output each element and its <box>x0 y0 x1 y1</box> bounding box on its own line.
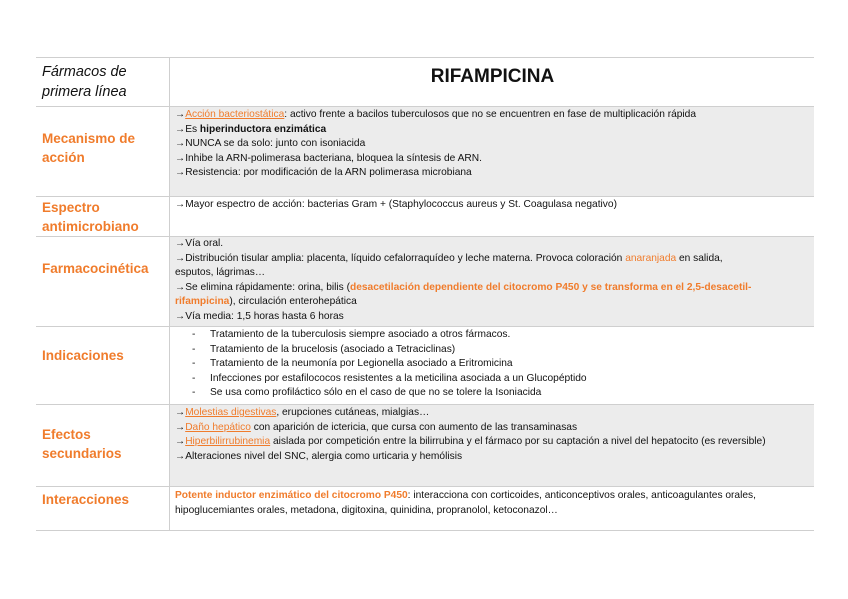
arrow-icon: → <box>175 138 186 150</box>
arrow-icon: → <box>175 238 186 249</box>
hiperbilirrubinemia: Hiperbilirrubinemia <box>185 436 271 448</box>
arrow-icon: → <box>175 152 186 164</box>
farmaco-line6: Vía media: 1,5 horas hasta 6 horas <box>185 310 344 322</box>
rifampicina-text: rifampicina <box>175 296 230 308</box>
mecanismo-line4: Inhibe la ARN-polimerasa bacteriana, bloquea la síntesis de ARN. <box>185 152 482 164</box>
mecanismo-line1-text: : activo frente a bacilos tuberculosos que no se encuentren en fase de multiplicación rápida <box>284 109 697 120</box>
header-label <box>36 58 170 107</box>
row-indicaciones <box>36 327 814 405</box>
farmaco-content <box>170 237 815 327</box>
mecanismo-line5: Resistencia: por modificación de la ARN polimerasa microbiana <box>185 167 472 179</box>
row-mecanismo <box>36 107 814 197</box>
arrow-icon: → <box>175 450 186 462</box>
interacciones-rest: : interacciona con corticoides, anticonceptivos orales, anticoagulantes orales, hipoglucemiantes orales, metadona, digitoxina, quinidina, propranolol, ketoconazol… <box>175 490 756 516</box>
espectro-label-line1: Espectro <box>42 200 100 215</box>
header-label-line2: primera línea <box>42 84 127 100</box>
potente-inductor: Potente inductor enzimático del citocromo P450 <box>175 490 408 501</box>
arrow-icon: → <box>175 421 186 433</box>
indicaciones-label-cell <box>36 327 170 405</box>
mecanismo-label-line2: acción <box>42 150 85 165</box>
mecanismo-label-line1: Mecanismo de <box>42 131 136 146</box>
row-interacciones <box>36 487 814 531</box>
mecanismo-content <box>170 107 815 197</box>
accion-bacteriostatica: Acción bacteriostática <box>185 109 285 120</box>
efectos-label-line1: Efectos <box>42 427 91 442</box>
arrow-icon: → <box>175 281 186 293</box>
row-farmacocinetica <box>36 237 814 327</box>
molestias-digestivas: Molestias digestivas <box>185 407 277 418</box>
efectos-line2-rest: con aparición de ictericia, que cursa con aumento de las transaminasas <box>250 421 578 433</box>
efectos-line3-rest: aislada por competición entre la bilirrubina y el fármaco por su captación a nivel del hepatocito (es reversible) <box>270 436 766 448</box>
farmaco-line3: esputos, lágrimas… <box>175 267 266 279</box>
farmaco-label: Farmacocinética <box>42 261 149 276</box>
efectos-label-line2: secundarios <box>42 446 122 461</box>
list-item: - Tratamiento de la neumonía por Legionella asociado a Eritromicina <box>192 357 810 372</box>
interacciones-label-cell <box>36 487 170 531</box>
efectos-line4: Alteraciones nivel del SNC, alergia como urticaria y hemólisis <box>185 450 463 462</box>
row-efectos <box>36 405 814 487</box>
indicaciones-list <box>175 328 810 401</box>
arrow-icon: → <box>175 407 186 418</box>
farmaco-line4-pre: Se elimina rápidamente: orina, bilis ( <box>185 281 350 293</box>
list-item: - Tratamiento de la tuberculosis siempre asociado a otros fármacos. <box>192 328 810 343</box>
list-item: - Infecciones por estafilococos resistentes a la meticilina asociada a un Glucopéptido <box>192 372 810 387</box>
list-item: - Tratamiento de la brucelosis (asociado a Tetraciclinas) <box>192 343 810 358</box>
farmaco-line2-post: en salida, <box>676 252 723 264</box>
arrow-icon: → <box>175 436 186 448</box>
indicaciones-label: Indicaciones <box>42 348 124 363</box>
list-item: - Se usa como profiláctico sólo en el caso de que no se tolere la Isoniacida <box>192 386 810 401</box>
espectro-label-cell <box>36 197 170 237</box>
arrow-icon: → <box>175 199 186 210</box>
interacciones-content <box>170 487 815 531</box>
desacetilacion-text: desacetilación dependiente del citocromo P450 y se transforma en el 2,5-desacetil- <box>349 281 752 293</box>
espectro-content <box>170 197 815 237</box>
row-espectro <box>36 197 814 237</box>
drug-title: RIFAMPICINA <box>170 58 815 107</box>
arrow-icon: → <box>175 123 186 135</box>
arrow-icon: → <box>175 252 186 264</box>
header-row <box>36 58 814 107</box>
espectro-label-line2: antimicrobiano <box>42 219 139 234</box>
efectos-content <box>170 405 815 487</box>
indicaciones-content <box>170 327 815 405</box>
arrow-icon: → <box>175 310 186 322</box>
hiperinductora-text: hiperinductora enzimática <box>199 123 327 135</box>
efectos-label-cell <box>36 405 170 487</box>
farmaco-label-cell <box>36 237 170 327</box>
dano-hepatico: Daño hepático <box>185 421 251 433</box>
arrow-icon: → <box>175 167 186 179</box>
anaranjada-text: anaranjada <box>625 252 677 264</box>
mecanismo-line2-pre: Es <box>185 123 200 135</box>
efectos-line1-rest: , erupciones cutáneas, mialgias… <box>276 407 430 418</box>
farmaco-line5-post: ), circulación enterohepática <box>229 296 357 308</box>
farmaco-line1: Vía oral. <box>185 238 224 249</box>
mecanismo-line3: NUNCA se da solo: junto con isoniacida <box>185 138 366 150</box>
header-label-line1: Fármacos de <box>42 64 127 80</box>
espectro-line1: Mayor espectro de acción: bacterias Gram + (Staphylococcus aureus y St. Coagulasa negativo) <box>185 199 617 210</box>
mecanismo-label-cell <box>36 107 170 197</box>
drug-table <box>36 57 814 531</box>
arrow-icon: → <box>175 109 186 120</box>
interacciones-label: Interacciones <box>42 492 130 507</box>
farmaco-line2-pre: Distribución tisular amplia: placenta, líquido cefalorraquídeo y leche materna. Provoca coloración <box>185 252 626 264</box>
